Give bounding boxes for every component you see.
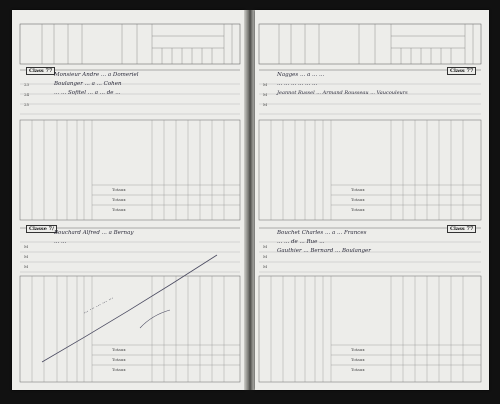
row-marker: M (24, 254, 29, 259)
register-entry: Bouchet Charles ... a ... Frances (277, 230, 367, 236)
register-entry: Monsieur Andre ... a Domeriel (54, 72, 139, 78)
row-marker: M (263, 102, 268, 107)
row-marker: M (263, 254, 268, 259)
register-entry: Boulanger ... a ... Cohen (54, 81, 122, 87)
section-class-tag: Class 77 (26, 67, 55, 75)
row-marker: M (24, 244, 29, 249)
register-entry: ... ... ... ... ... ... (277, 81, 318, 87)
total-label: Totaux (112, 207, 126, 212)
row-marker: M (263, 82, 268, 87)
total-label: Totaux (112, 347, 126, 352)
total-label: Totaux (351, 197, 365, 202)
section-class-tag: Classe 7/ (26, 225, 57, 233)
row-marker: 25 (24, 102, 30, 107)
row-marker: 23 (24, 82, 30, 87)
register-entry: ... ... de ... Rue ... (277, 239, 325, 245)
row-marker: M (24, 264, 29, 269)
section-class-tag: Class 77 (447, 67, 476, 75)
register-entry: Jeannot Russel ... Armand Rousseau ... Vaucouleurs (277, 90, 408, 96)
left-register-page (12, 10, 244, 390)
total-label: Totaux (351, 347, 365, 352)
row-marker: M (263, 92, 268, 97)
row-marker: M (263, 264, 268, 269)
book-gutter (244, 10, 255, 390)
total-label: Totaux (112, 367, 126, 372)
total-label: Totaux (112, 357, 126, 362)
section-class-tag: Class 77 (447, 225, 476, 233)
register-entry: Bouchard Alfred ... a Bernay (54, 230, 134, 236)
total-label: Totaux (351, 357, 365, 362)
total-label: Totaux (351, 367, 365, 372)
register-entry: ... ... (54, 239, 67, 245)
total-label: Totaux (351, 187, 365, 192)
register-entry: Gauthier ... Bernard ... Boulanger (277, 248, 371, 254)
row-marker: 24 (24, 92, 30, 97)
total-label: Totaux (112, 197, 126, 202)
total-label: Totaux (351, 207, 365, 212)
right-register-page (255, 10, 489, 390)
row-marker: M (263, 244, 268, 249)
diagonal-note: ... ... ... ... ... (82, 294, 115, 316)
register-entry: Nagges ... a ... ... (277, 72, 325, 78)
register-entry: ... ... Sofitel ... a ... de ... (54, 90, 121, 96)
total-label: Totaux (112, 187, 126, 192)
